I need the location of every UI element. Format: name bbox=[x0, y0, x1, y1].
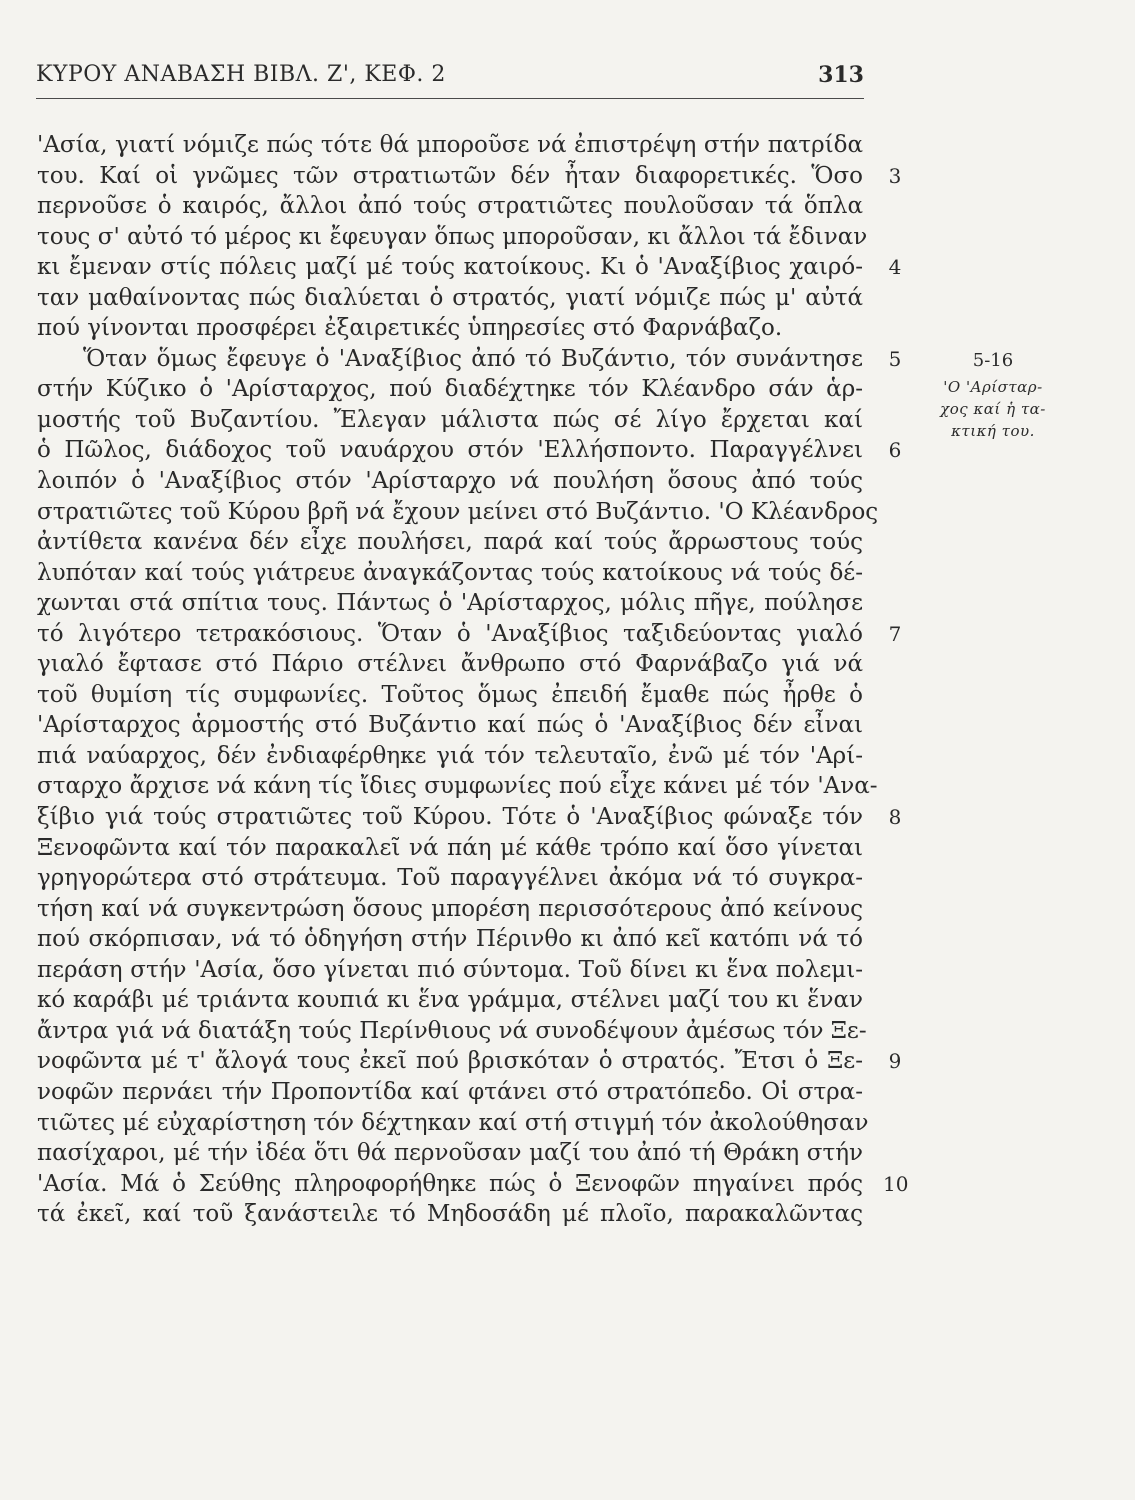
text-line-content: λυπόταν καί τούς γιάτρευε ἀναγκάζοντας τούς κατοίκους νά τούς δέ- bbox=[37, 559, 863, 586]
text-line bbox=[37, 405, 863, 436]
text-line-content: 'Ασία. Μά ὁ Σεύθης πληροφορήθηκε πώς ὁ Ξενοφῶν πηγαίνει πρός bbox=[37, 1170, 863, 1197]
text-line-content: τό λιγότερο τετρακόσιους. Ὅταν ὁ 'Αναξίβιος ταξιδεύοντας γιαλό bbox=[37, 620, 863, 647]
text-line bbox=[37, 588, 863, 619]
body-text bbox=[37, 130, 909, 1230]
header-title: ΚΥΡΟΥ ΑΝΑΒΑΣΗ ΒΙΒΛ. Ζ', ΚΕΦ. 2 bbox=[36, 62, 446, 87]
margin-note bbox=[918, 350, 1068, 442]
text-line-content: 'Αρίσταρχος ἁρμοστής στό Βυζάντιο καί πώς ὁ 'Αναξίβιος δέν εἶναι bbox=[37, 712, 863, 739]
text-line-content: περνοῦσε ὁ καιρός, ἄλλοι ἀπό τούς στρατιῶτες πουλοῦσαν τά ὅπλα bbox=[37, 193, 863, 220]
margin-note-line: χος καί ἡ τα- bbox=[940, 400, 1046, 418]
margin-note-range: 5-16 bbox=[972, 350, 1014, 371]
section-number: 8 bbox=[888, 805, 902, 830]
text-line-content: τά ἐκεῖ, καί τοῦ ξανάστειλε τό Μηδοσάδη μέ πλοῖο, παρακαλῶντας bbox=[37, 1201, 863, 1228]
text-line bbox=[37, 222, 868, 253]
text-line-content: χωνται στά σπίτια τους. Πάντως ὁ 'Αρίσταρχος, μόλις πῆγε, πούλησε bbox=[37, 590, 863, 617]
running-header bbox=[36, 58, 864, 99]
text-line-content: γρηγορώτερα στό στράτευμα. Τοῦ παραγγέλνει ἀκόμα νά τό συγκρα- bbox=[37, 865, 863, 892]
section-number: 6 bbox=[888, 438, 902, 463]
text-line-content: τήση καί νά συγκεντρώση ὅσους μπορέση περισσότερους ἀπό κείνους bbox=[37, 895, 863, 922]
text-line-content: σταρχο ἄρχισε νά κάνη τίς ἴδιες συμφωνίες πού εἶχε κάνει μέ τόν 'Ανα- bbox=[37, 773, 878, 800]
text-line-content: τιῶτες μέ εὐχαρίστηση τόν δέχτηκαν καί στή στιγμή τόν ἀκολούθησαν bbox=[37, 1109, 869, 1136]
text-line bbox=[37, 1016, 867, 1047]
text-line-content: μοστής τοῦ Βυζαντίου. Ἔλεγαν μάλιστα πώς σέ λίγο ἔρχεται καί bbox=[37, 406, 863, 433]
text-line-content: τους σ' αὐτό τό μέρος κι ἔφευγαν ὅπως μποροῦσαν, κι ἄλλοι τά ἔδιναν bbox=[37, 223, 868, 250]
text-line bbox=[37, 191, 863, 222]
text-line bbox=[37, 924, 863, 955]
text-line bbox=[37, 1138, 863, 1169]
text-line bbox=[37, 558, 863, 589]
text-line-content: τοῦ θυμίση τίς συμφωνίες. Τοῦτος ὅμως ἐπειδή ἔμαθε πώς ἦρθε ὁ bbox=[37, 681, 863, 708]
text-line bbox=[37, 313, 863, 344]
text-line bbox=[37, 130, 863, 161]
margin-note-line: κτική του. bbox=[951, 422, 1035, 440]
section-number: 9 bbox=[888, 1049, 902, 1074]
text-line bbox=[37, 435, 902, 466]
section-number: 4 bbox=[888, 255, 902, 280]
text-line bbox=[37, 527, 863, 558]
text-line bbox=[37, 802, 902, 833]
text-line-content: λοιπόν ὁ 'Αναξίβιος στόν 'Αρίσταρχο νά πουλήση ὅσους ἀπό τούς bbox=[37, 468, 863, 495]
text-line bbox=[37, 252, 902, 283]
text-line-content: πού γίνονται προσφέρει ἐξαιρετικές ὑπηρεσίες στό Φαρνάβαζο. bbox=[37, 315, 783, 342]
text-line bbox=[37, 649, 863, 680]
text-line-content: Ξενοφῶντα καί τόν παρακαλεῖ νά πάη μέ κάθε τρόπο καί ὅσο γίνεται bbox=[37, 834, 863, 861]
text-line bbox=[37, 1077, 863, 1108]
text-line-content: ταν μαθαίνοντας πώς διαλύεται ὁ στρατός, γιατί νόμιζε πώς μ' αὐτά bbox=[37, 284, 863, 311]
section-number: 5 bbox=[888, 346, 902, 371]
text-line-content: ὁ Πῶλος, διάδοχος τοῦ ναυάρχου στόν 'Ελλήσποντο. Παραγγέλνει bbox=[37, 437, 863, 464]
text-line-content: πιά ναύαρχος, δέν ἐνδιαφέρθηκε γιά τόν τελευταῖο, ἐνῶ μέ τόν 'Αρί- bbox=[37, 742, 863, 769]
text-line bbox=[37, 1169, 909, 1200]
text-line bbox=[37, 741, 863, 772]
text-line bbox=[37, 680, 863, 711]
text-line bbox=[37, 955, 863, 986]
text-line bbox=[37, 863, 863, 894]
text-line bbox=[37, 1108, 869, 1139]
section-number: 3 bbox=[888, 163, 902, 188]
text-line bbox=[37, 161, 902, 192]
text-line bbox=[37, 894, 863, 925]
text-line-content: του. Καί οἱ γνῶμες τῶν στρατιωτῶν δέν ἦταν διαφορετικές. Ὅσο bbox=[37, 162, 863, 189]
text-line-content: στρατιῶτες τοῦ Κύρου βρῆ νά ἔχουν μείνει στό Βυζάντιο. 'Ο Κλέανδρος bbox=[37, 498, 879, 525]
text-line-content: πού σκόρπισαν, νά τό ὁδηγήση στήν Πέρινθο κι ἀπό κεῖ κατόπι νά τό bbox=[37, 926, 863, 953]
text-line bbox=[37, 710, 863, 741]
text-line bbox=[37, 985, 863, 1016]
text-line bbox=[37, 497, 879, 528]
text-line-content: ἄντρα γιά νά διατάξη τούς Περίνθιους νά συνοδέψουν ἀμέσως τόν Ξε- bbox=[37, 1017, 867, 1044]
section-number: 7 bbox=[888, 621, 902, 646]
text-line-content: ἀντίθετα κανένα δέν εἶχε πουλήσει, παρά καί τούς ἄρρωστους τούς bbox=[37, 529, 863, 556]
text-line-content: κι ἔμεναν στίς πόλεις μαζί μέ τούς κατοίκους. Κι ὁ 'Αναξίβιος χαιρό- bbox=[37, 254, 863, 281]
text-line bbox=[37, 1046, 902, 1077]
text-line-content: ξίβιο γιά τούς στρατιῶτες τοῦ Κύρου. Τότε ὁ 'Αναξίβιος φώναξε τόν bbox=[37, 804, 863, 831]
text-line-content: γιαλό ἔφτασε στό Πάριο στέλνει ἄνθρωπο στό Φαρνάβαζο γιά νά bbox=[37, 651, 863, 678]
text-line-content: 'Ασία, γιατί νόμιζε πώς τότε θά μποροῦσε νά ἐπιστρέψη στήν πατρίδα bbox=[37, 132, 863, 158]
text-line-content: πασίχαροι, μέ τήν ἰδέα ὅτι θά περνοῦσαν μαζί του ἀπό τή Θράκη στήν bbox=[37, 1140, 863, 1167]
text-line bbox=[37, 466, 863, 497]
section-number: 10 bbox=[883, 1171, 909, 1196]
text-line bbox=[37, 1199, 863, 1230]
text-line-content: Ὅταν ὅμως ἔφευγε ὁ 'Αναξίβιος ἀπό τό Βυζάντιο, τόν συνάντησε bbox=[83, 345, 863, 372]
text-line bbox=[37, 833, 863, 864]
text-line bbox=[37, 283, 863, 314]
text-line-content: στήν Κύζικο ὁ 'Αρίσταρχος, πού διαδέχτηκε τόν Κλέανδρο σάν ἁρ- bbox=[37, 376, 863, 403]
text-line-content: νοφῶν περνάει τήν Προποντίδα καί φτάνει στό στρατόπεδο. Οἱ στρα- bbox=[37, 1078, 863, 1105]
text-line-content: περάση στήν 'Ασία, ὅσο γίνεται πιό σύντομα. Τοῦ δίνει κι ἕνα πολεμι- bbox=[37, 956, 863, 983]
text-line bbox=[37, 374, 863, 405]
text-line bbox=[37, 344, 902, 375]
text-line-content: κό καράβι μέ τριάντα κουπιά κι ἕνα γράμμα, στέλνει μαζί του κι ἕναν bbox=[37, 987, 863, 1014]
text-line-content: νοφῶντα μέ τ' ἄλογά τους ἐκεῖ πού βρισκόταν ὁ στρατός. Ἔτσι ὁ Ξε- bbox=[37, 1048, 863, 1075]
margin-note-line: 'Ο 'Αρίσταρ- bbox=[943, 378, 1043, 396]
text-line bbox=[37, 619, 902, 650]
text-line bbox=[37, 771, 878, 802]
page-number: 313 bbox=[818, 62, 864, 88]
